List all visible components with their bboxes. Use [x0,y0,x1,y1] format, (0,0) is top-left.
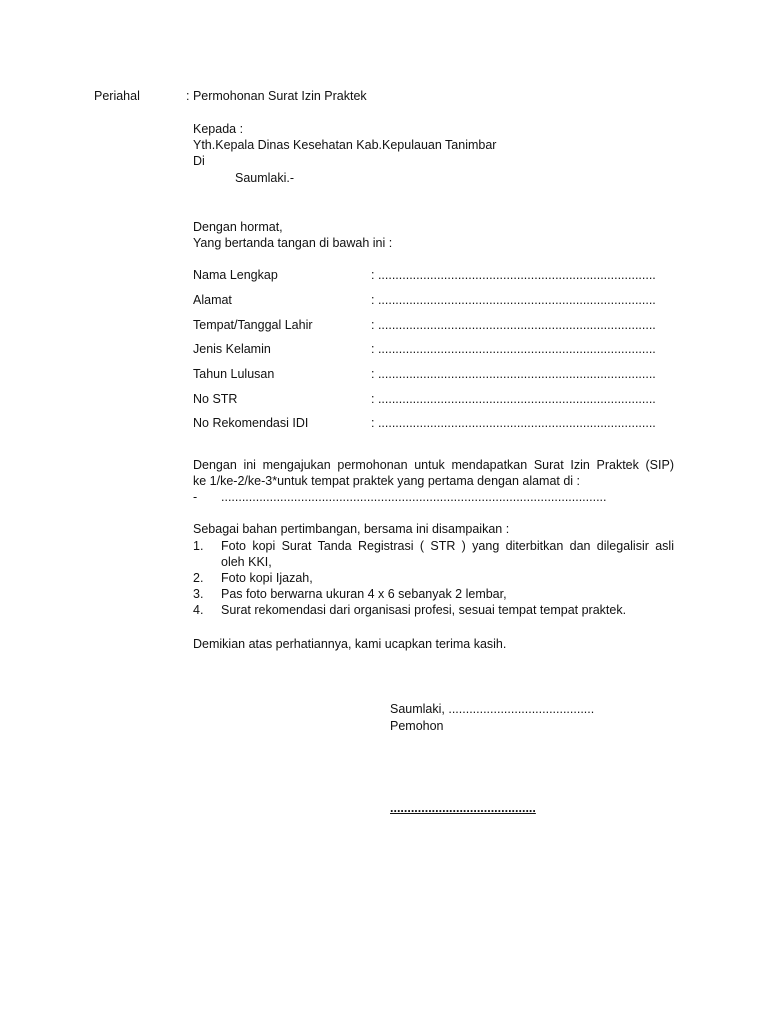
field-label-jenis-kelamin: Jenis Kelamin [193,342,271,356]
field-value-nama: : ................................................................................ [371,268,656,282]
field-label-no-str: No STR [193,392,238,406]
request-address-dots: ............................................................................................................... [221,490,607,504]
field-label-no-rekomendasi-idi: No Rekomendasi IDI [193,416,309,430]
attachments-intro: Sebagai bahan pertimbangan, bersama ini disampaikan : [193,522,510,536]
recipient-di: Di [193,154,205,168]
field-value-no-str: : ................................................................................ [371,392,656,406]
attachment-item-2: Foto kopi Ijazah, [221,571,313,585]
attachment-item-3: Pas foto berwarna ukuran 4 x 6 sebanyak 2 lembar, [221,587,507,601]
attachment-number: 3. [193,587,204,601]
signature-name-line: .......................................... [390,801,536,815]
request-line-1: Dengan ini mengajukan permohonan untuk mendapatkan Surat Izin Praktek (SIP) [193,458,674,472]
field-value-alamat: : ................................................................................ [371,293,656,307]
closing-text: Demikian atas perhatiannya, kami ucapkan terima kasih. [193,637,507,651]
field-label-ttl: Tempat/Tanggal Lahir [193,318,313,332]
signature-place-date: Saumlaki, .......................................... [390,702,595,716]
request-bullet: - [193,490,198,504]
greeting: Dengan hormat, [193,220,283,234]
subject-label: Periahal [94,89,140,103]
attachment-number: 1. [193,539,204,553]
field-value-no-rekomendasi-idi: : ................................................................................ [371,416,656,430]
subject-value: : Permohonan Surat Izin Praktek [186,89,367,103]
recipient-yth: Yth.Kepala Dinas Kesehatan Kab.Kepulauan Tanimbar [193,138,497,152]
recipient-kepada: Kepada : [193,122,244,136]
request-line-2: ke 1/ke-2/ke-3*untuk tempat praktek yang pertama dengan alamat di : [193,474,581,488]
attachment-item-1-line-2: oleh KKI, [221,555,272,569]
signature-role: Pemohon [390,719,444,733]
attachment-number: 2. [193,571,204,585]
recipient-city: Saumlaki.- [235,171,295,185]
attachment-item-1-line-1: Foto kopi Surat Tanda Registrasi ( STR ) yang diterbitkan dan dilegalisir asli [221,539,674,553]
field-value-ttl: : ................................................................................ [371,318,656,332]
field-label-tahun-lulusan: Tahun Lulusan [193,367,275,381]
field-label-nama: Nama Lengkap [193,268,278,282]
field-label-alamat: Alamat [193,293,232,307]
attachment-number: 4. [193,603,204,617]
intro-text: Yang bertanda tangan di bawah ini : [193,236,393,250]
attachment-item-4: Surat rekomendasi dari organisasi profesi, sesuai tempat tempat praktek. [221,603,627,617]
field-value-tahun-lulusan: : ................................................................................ [371,367,656,381]
field-value-jenis-kelamin: : ................................................................................ [371,342,656,356]
